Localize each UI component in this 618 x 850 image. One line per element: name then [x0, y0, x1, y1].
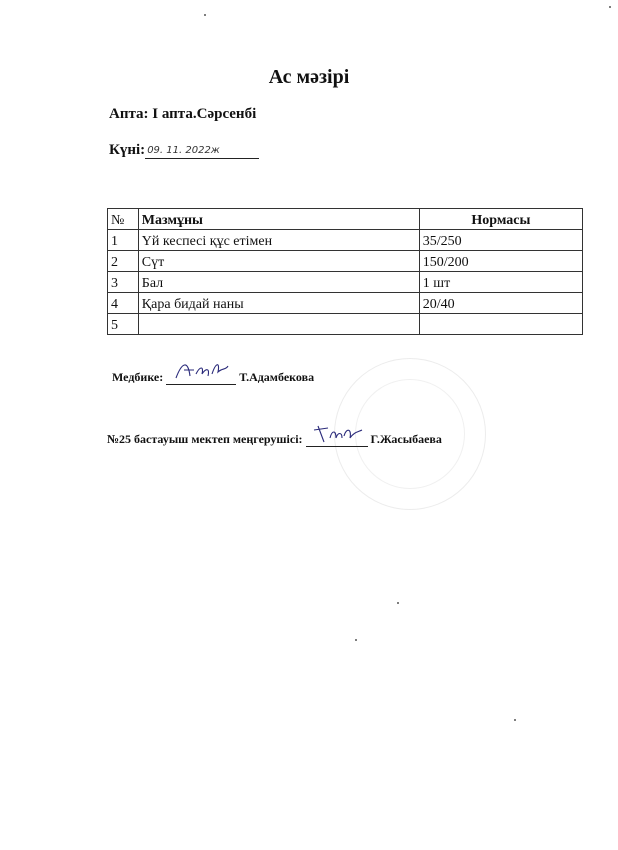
menu-table: [107, 208, 583, 335]
scan-speck: [204, 14, 206, 16]
row-num: 4: [108, 293, 139, 314]
scan-speck: [514, 719, 516, 721]
header-num: №: [108, 209, 139, 230]
nurse-signature-block: [112, 370, 314, 385]
nurse-signature-line: [166, 370, 236, 385]
director-signature-block: [107, 432, 442, 447]
scan-speck: [397, 602, 399, 604]
row-num: 2: [108, 251, 139, 272]
scan-speck: [355, 639, 357, 641]
row-norm: 20/40: [419, 293, 582, 314]
row-name: Үй кеспесі құс етімен: [138, 230, 419, 251]
table-row: [108, 272, 583, 293]
director-signature-icon: [312, 420, 368, 446]
table-row: [108, 230, 583, 251]
row-num: 5: [108, 314, 139, 335]
row-name: [138, 314, 419, 335]
row-num: 3: [108, 272, 139, 293]
scan-speck: [609, 6, 611, 8]
header-name: Мазмұны: [138, 209, 419, 230]
director-label: №25 бастауыш мектеп меңгерушісі:: [107, 432, 303, 446]
table-row: [108, 314, 583, 335]
table-row: [108, 251, 583, 272]
table-header-row: [108, 209, 583, 230]
date-line: [109, 142, 259, 159]
date-value: 09. 11. 2022ж: [145, 144, 259, 159]
row-name: Қара бидай наны: [138, 293, 419, 314]
week-line: Апта: І апта.Сәрсенбі: [109, 106, 257, 122]
nurse-name: Т.Адамбекова: [239, 370, 315, 384]
row-norm: [419, 314, 582, 335]
row-norm: 35/250: [419, 230, 582, 251]
row-name: Сүт: [138, 251, 419, 272]
date-label: Күні:: [109, 142, 146, 158]
header-norm: Нормасы: [419, 209, 582, 230]
row-norm: 150/200: [419, 251, 582, 272]
row-num: 1: [108, 230, 139, 251]
table-row: [108, 293, 583, 314]
nurse-signature-icon: [172, 358, 232, 384]
row-name: Бал: [138, 272, 419, 293]
director-signature-line: [306, 432, 368, 447]
nurse-label: Медбике:: [112, 370, 164, 384]
director-name: Г.Жасыбаева: [370, 432, 442, 446]
document-title: Ас мәзірі: [268, 66, 350, 88]
row-norm: 1 шт: [419, 272, 582, 293]
